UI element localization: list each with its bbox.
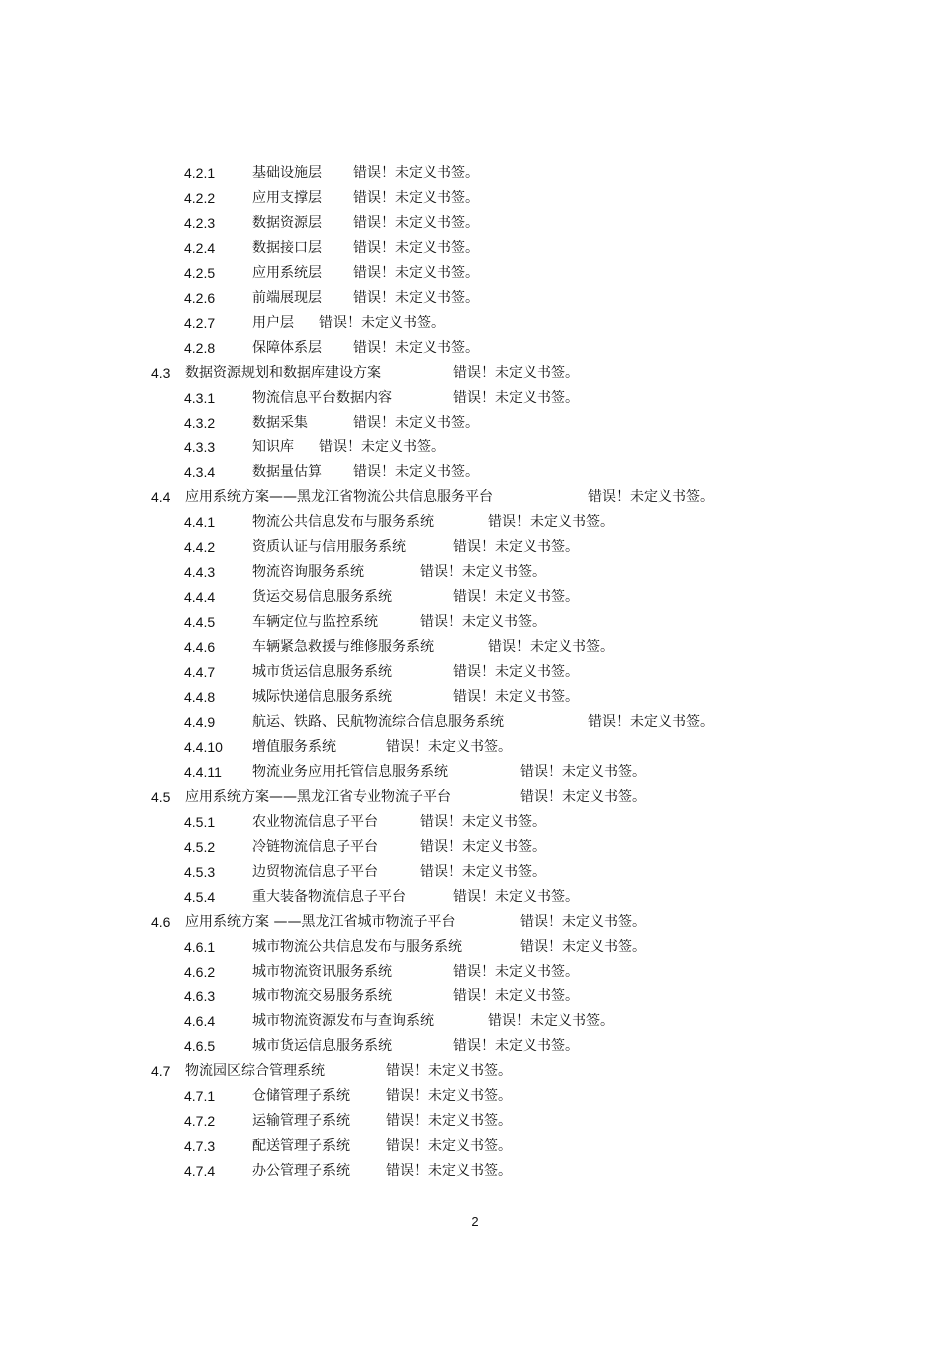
toc-entry[interactable]: [0, 1084, 950, 1109]
toc-entry[interactable]: [0, 535, 950, 560]
toc-entry-title: 物流园区综合管理系统: [185, 1063, 325, 1080]
toc-entry-page-ref: 错误！未定义书签。: [386, 1088, 512, 1105]
toc-entry-number: 4.2.8: [184, 339, 216, 356]
toc-entry[interactable]: [0, 336, 950, 361]
toc-entry[interactable]: [0, 935, 950, 960]
toc-entry[interactable]: [0, 1009, 950, 1034]
toc-entry-number: 4.6.5: [184, 1038, 216, 1055]
toc-entry-number: 4.4.9: [184, 713, 216, 730]
toc-entry-title: 基础设施层: [252, 165, 322, 181]
toc-entry-page-ref: 错误！未定义书签。: [319, 314, 445, 331]
toc-entry-title: 货运交易信息服务系统: [252, 589, 392, 606]
toc-entry-title: 城市物流资讯服务系统: [252, 963, 392, 980]
toc-entry-page-ref: 错误！未定义书签。: [353, 214, 479, 231]
toc-entry-number: 4.2.6: [184, 289, 216, 306]
toc-entry-number: 4.6.3: [184, 988, 216, 1005]
toc-entry-title: 应用支撑层: [252, 189, 322, 206]
table-of-contents: [0, 161, 950, 1184]
toc-entry-page-ref: 错误！未定义书签。: [520, 763, 646, 780]
toc-entry-number: 4.6.4: [184, 1013, 216, 1030]
toc-entry-page-ref: 错误！未定义书签。: [386, 1113, 512, 1130]
toc-entry-number: 4.3.1: [184, 389, 216, 406]
toc-entry-number: 4.5.3: [184, 863, 216, 880]
toc-entry-number: 4.2.7: [184, 314, 216, 331]
toc-entry-title: 前端展现层: [252, 289, 322, 306]
toc-entry[interactable]: [0, 186, 950, 211]
toc-entry-number: 4.4: [151, 489, 171, 506]
toc-entry-title: 办公管理子系统: [252, 1163, 350, 1180]
toc-entry-number: 4.4.6: [184, 639, 216, 656]
toc-entry-page-ref: 错误！未定义书签。: [520, 938, 646, 955]
toc-entry[interactable]: [0, 885, 950, 910]
toc-entry-number: 4.4.7: [184, 664, 216, 681]
toc-entry-number: 4.5.1: [184, 813, 216, 830]
toc-entry-page-ref: 错误！未定义书签。: [588, 713, 714, 730]
toc-entry-page-ref: 错误！未定义书签。: [453, 664, 579, 681]
toc-entry-page-ref: 错误！未定义书签。: [353, 189, 479, 206]
toc-entry-page-ref: 错误！未定义书签。: [420, 614, 546, 631]
toc-entry-number: 4.7.3: [184, 1138, 216, 1155]
toc-entry-number: 4.7: [151, 1063, 171, 1080]
toc-entry-number: 4.7.2: [184, 1113, 216, 1130]
toc-entry-title: 知识库: [252, 439, 294, 456]
toc-entry-page-ref: 错误！未定义书签。: [488, 514, 614, 531]
toc-entry-number: 4.5: [151, 788, 171, 805]
toc-entry-number: 4.2.2: [184, 189, 216, 206]
toc-entry-page-ref: 错误！未定义书签。: [453, 689, 579, 706]
toc-entry-title: 物流公共信息发布与服务系统: [252, 514, 434, 531]
toc-entry[interactable]: [0, 960, 950, 985]
toc-entry-title: 数据接口层: [252, 239, 322, 256]
toc-entry-number: 4.4.10: [184, 738, 223, 755]
toc-entry-page-ref: 错误！未定义书签。: [488, 1013, 614, 1030]
toc-entry-number: 4.5.2: [184, 838, 216, 855]
toc-entry-title: 数据资源层: [252, 214, 322, 231]
toc-entry-number: 4.4.8: [184, 689, 216, 706]
toc-entry-title: 数据资源规划和数据库建设方案: [185, 364, 381, 381]
toc-entry-page-ref: 错误！未定义书签。: [453, 364, 579, 381]
toc-entry-title: 冷链物流信息子平台: [252, 838, 378, 855]
toc-entry-title: 城市货运信息服务系统: [252, 664, 392, 681]
toc-entry-title: 应用系统方案——黑龙江省专业物流子平台: [185, 788, 451, 805]
toc-entry-number: 4.3.3: [184, 439, 216, 456]
toc-entry[interactable]: [0, 585, 950, 610]
toc-entry[interactable]: [0, 460, 950, 485]
toc-entry-page-ref: 错误！未定义书签。: [353, 239, 479, 256]
toc-entry-title: 数据采集: [252, 414, 308, 431]
toc-entry-title: 城际快递信息服务系统: [252, 689, 392, 706]
toc-entry[interactable]: [0, 685, 950, 710]
toc-entry-number: 4.3: [151, 364, 171, 381]
toc-entry[interactable]: [0, 610, 950, 635]
toc-entry-number: 4.2.4: [184, 239, 216, 256]
toc-entry[interactable]: [0, 161, 950, 186]
toc-entry-page-ref: 错误！未定义书签。: [353, 464, 479, 481]
toc-entry[interactable]: [0, 860, 950, 885]
toc-entry-number: 4.4.2: [184, 539, 216, 556]
toc-entry-title: 应用系统方案 ——黑龙江省城市物流子平台: [185, 913, 456, 930]
toc-entry-page-ref: 错误！未定义书签。: [453, 1038, 579, 1055]
toc-entry-page-ref: 错误！未定义书签。: [520, 788, 646, 805]
toc-entry-page-ref: 错误！未定义书签。: [353, 264, 479, 281]
toc-entry-page-ref: 错误！未定义书签。: [453, 589, 579, 606]
toc-entry-title: 配送管理子系统: [252, 1138, 350, 1155]
toc-entry-number: 4.4.4: [184, 589, 216, 606]
toc-entry-title: 车辆紧急救援与维修服务系统: [252, 639, 434, 656]
toc-entry-title: 车辆定位与监控系统: [252, 614, 378, 631]
toc-entry[interactable]: [0, 710, 950, 735]
toc-entry-number: 4.4.3: [184, 564, 216, 581]
toc-entry[interactable]: [0, 361, 950, 386]
toc-entry-title: 增值服务系统: [252, 738, 336, 755]
toc-entry-number: 4.5.4: [184, 888, 216, 905]
toc-entry[interactable]: [0, 660, 950, 685]
toc-entry[interactable]: [0, 236, 950, 261]
toc-entry[interactable]: [0, 1059, 950, 1084]
toc-entry-page-ref: 错误！未定义书签。: [353, 289, 479, 306]
toc-entry-number: 4.4.11: [184, 763, 222, 780]
toc-entry[interactable]: [0, 735, 950, 760]
toc-entry-title: 仓储管理子系统: [252, 1088, 350, 1105]
toc-entry-page-ref: 错误！未定义书签。: [386, 738, 512, 755]
toc-entry[interactable]: [0, 785, 950, 810]
toc-entry-number: 4.2.1: [184, 165, 216, 181]
toc-entry-title: 城市货运信息服务系统: [252, 1038, 392, 1055]
toc-entry-title: 运输管理子系统: [252, 1113, 350, 1130]
toc-entry-number: 4.7.1: [184, 1088, 216, 1105]
toc-entry-title: 边贸物流信息子平台: [252, 863, 378, 880]
toc-entry-title: 资质认证与信用服务系统: [252, 539, 406, 556]
toc-entry[interactable]: [0, 386, 950, 411]
toc-entry-page-ref: 错误！未定义书签。: [488, 639, 614, 656]
toc-entry-number: 4.4.5: [184, 614, 216, 631]
toc-entry[interactable]: [0, 760, 950, 785]
toc-entry-title: 保障体系层: [252, 339, 322, 356]
toc-entry-number: 4.6: [151, 913, 171, 930]
toc-entry-number: 4.2.3: [184, 214, 216, 231]
toc-entry-page-ref: 错误！未定义书签。: [386, 1163, 512, 1180]
toc-entry[interactable]: [0, 211, 950, 236]
toc-entry[interactable]: [0, 635, 950, 660]
page-number: 2: [471, 1214, 479, 1229]
toc-entry-page-ref: 错误！未定义书签。: [353, 339, 479, 356]
toc-entry-title: 城市物流公共信息发布与服务系统: [252, 938, 462, 955]
toc-entry-page-ref: 错误！未定义书签。: [420, 863, 546, 880]
toc-entry-page-ref: 错误！未定义书签。: [588, 489, 714, 506]
toc-entry-page-ref: 错误！未定义书签。: [453, 963, 579, 980]
toc-entry-title: 物流信息平台数据内容: [252, 389, 392, 406]
toc-entry-page-ref: 错误！未定义书签。: [353, 165, 479, 181]
toc-entry-page-ref: 错误！未定义书签。: [520, 913, 646, 930]
toc-entry-page-ref: 错误！未定义书签。: [386, 1063, 512, 1080]
toc-entry[interactable]: [0, 485, 950, 510]
toc-entry-title: 城市物流交易服务系统: [252, 988, 392, 1005]
toc-entry-number: 4.6.1: [184, 938, 216, 955]
toc-entry-page-ref: 错误！未定义书签。: [420, 838, 546, 855]
toc-entry[interactable]: [0, 286, 950, 311]
toc-entry-title: 航运、铁路、民航物流综合信息服务系统: [252, 713, 504, 730]
toc-entry-page-ref: 错误！未定义书签。: [453, 389, 579, 406]
toc-entry-title: 用户层: [252, 314, 294, 331]
toc-entry-title: 物流咨询服务系统: [252, 564, 364, 581]
toc-entry[interactable]: [0, 1159, 950, 1184]
toc-entry-title: 城市物流资源发布与查询系统: [252, 1013, 434, 1030]
toc-entry[interactable]: [0, 1134, 950, 1159]
toc-entry[interactable]: [0, 311, 950, 336]
toc-entry-title: 数据量估算: [252, 464, 322, 481]
toc-entry[interactable]: [0, 1034, 950, 1059]
toc-entry[interactable]: [0, 835, 950, 860]
toc-entry-page-ref: 错误！未定义书签。: [420, 564, 546, 581]
toc-entry-number: 4.4.1: [184, 514, 216, 531]
toc-entry-title: 物流业务应用托管信息服务系统: [252, 763, 448, 780]
toc-entry[interactable]: [0, 910, 950, 935]
toc-entry[interactable]: [0, 1109, 950, 1134]
toc-entry-page-ref: 错误！未定义书签。: [453, 988, 579, 1005]
toc-entry-page-ref: 错误！未定义书签。: [386, 1138, 512, 1155]
toc-entry-number: 4.3.4: [184, 464, 216, 481]
toc-entry[interactable]: [0, 510, 950, 535]
toc-entry-title: 重大装备物流信息子平台: [252, 888, 406, 905]
toc-entry[interactable]: [0, 261, 950, 286]
toc-entry-page-ref: 错误！未定义书签。: [453, 888, 579, 905]
toc-entry-number: 4.6.2: [184, 963, 216, 980]
toc-entry-page-ref: 错误！未定义书签。: [453, 539, 579, 556]
toc-entry-page-ref: 错误！未定义书签。: [319, 439, 445, 456]
toc-entry[interactable]: [0, 411, 950, 436]
toc-entry-title: 应用系统层: [252, 264, 322, 281]
toc-entry[interactable]: [0, 984, 950, 1009]
toc-entry[interactable]: [0, 560, 950, 585]
toc-entry-page-ref: 错误！未定义书签。: [353, 414, 479, 431]
toc-entry-number: 4.2.5: [184, 264, 216, 281]
toc-entry[interactable]: [0, 435, 950, 460]
toc-entry-title: 应用系统方案——黑龙江省物流公共信息服务平台: [185, 489, 493, 506]
toc-entry[interactable]: [0, 810, 950, 835]
toc-entry-title: 农业物流信息子平台: [252, 813, 378, 830]
toc-entry-page-ref: 错误！未定义书签。: [420, 813, 546, 830]
toc-entry-number: 4.7.4: [184, 1163, 216, 1180]
toc-entry-number: 4.3.2: [184, 414, 216, 431]
